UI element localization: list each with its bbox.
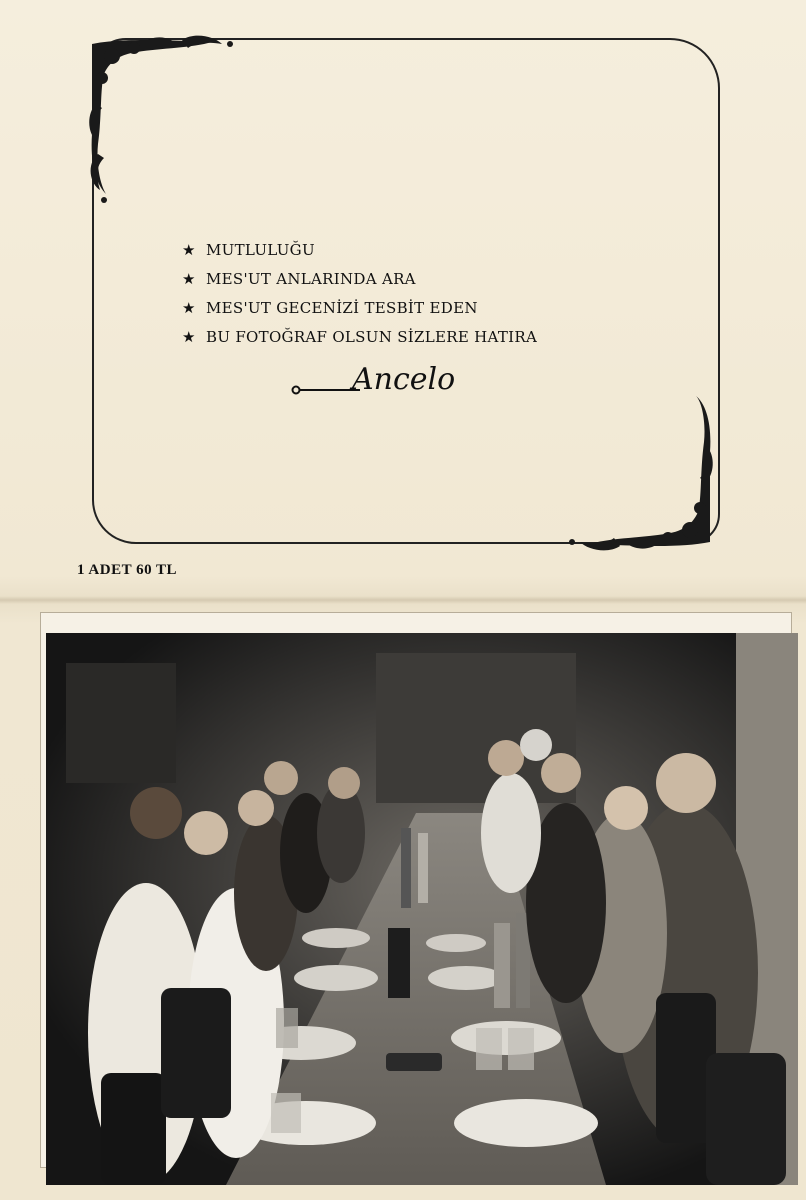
verse-line [182, 294, 537, 323]
verse-text: MES'UT GECENİZİ TESBİT EDEN [206, 299, 478, 317]
star-icon: ★ [182, 328, 196, 346]
verse-text: MUTLULUĞU [206, 241, 315, 259]
wedding-table-photo [46, 633, 798, 1185]
verse-line [182, 236, 537, 265]
verse-text: BU FOTOĞRAF OLSUN SİZLERE HATIRA [206, 328, 538, 346]
signature [290, 362, 520, 404]
verse-line [182, 323, 537, 352]
card-fold-crease [0, 596, 806, 604]
verse-list [182, 236, 537, 352]
floral-ornament-icon [548, 392, 720, 552]
signature-text: Ancelo [352, 362, 456, 397]
star-icon: ★ [182, 241, 196, 259]
price-label: 1 ADET 60 TL [77, 562, 178, 578]
signature-flourish-icon [290, 362, 360, 404]
floral-ornament-icon [82, 34, 252, 204]
star-icon: ★ [182, 270, 196, 288]
verse-text: MES'UT ANLARINDA ARA [206, 270, 416, 288]
star-icon: ★ [182, 299, 196, 317]
verse-line [182, 265, 537, 294]
